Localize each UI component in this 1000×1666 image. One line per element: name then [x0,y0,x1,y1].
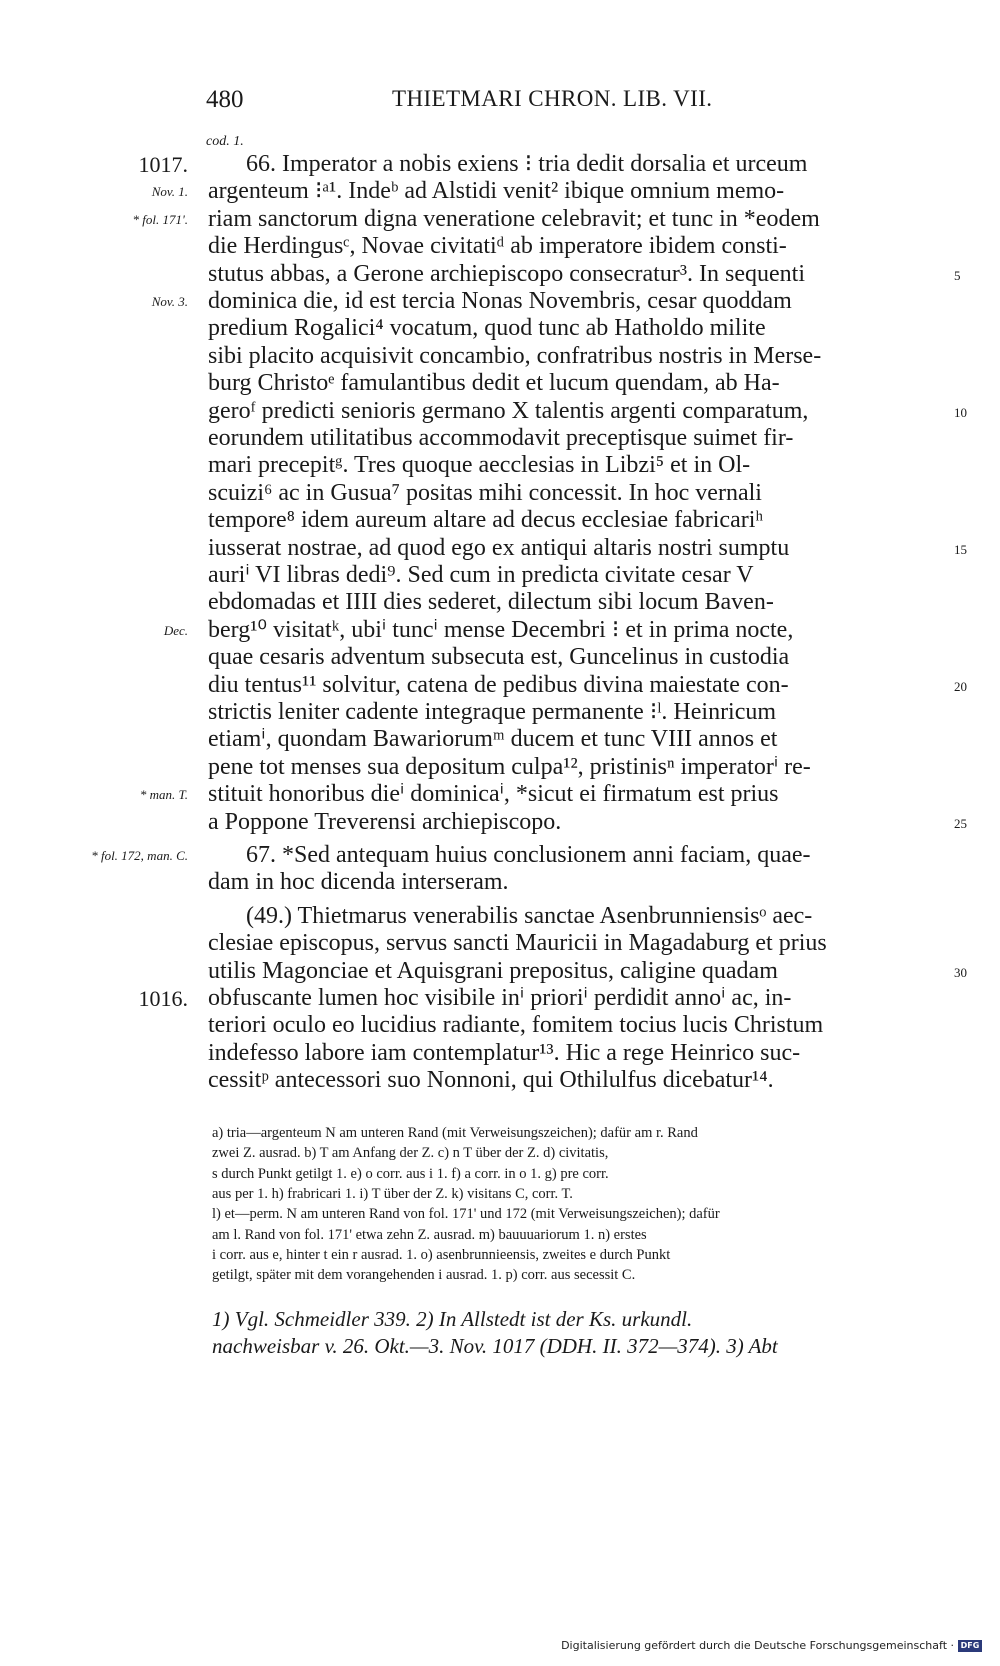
text-line: obfuscante lumen hoc visibile inⁱ prioriⁱ perdidit annoⁱ ac, in- [208,985,792,1011]
text-line: quae cesaris adventum subsecuta est, Guncelinus in custodia [208,644,790,671]
text-line: 66. Imperator a nobis exiens ⁝ tria dedit dorsalia et urceum [246,151,808,177]
text-line: ebdomadas et IIII dies sederet, dilectum sibi locum Baven- [208,589,774,616]
footnote-line: i corr. aus e, hinter t ein r ausrad. 1. o) asenbrunnieensis, zweites e durch Punkt [212,1246,671,1263]
text-line: 67. *Sed antequam huius conclusionem anni faciam, quae- [246,842,811,868]
text-line: strictis leniter cadente integraque permanente ⁝ˡ. Heinricum [208,699,777,725]
margin-note: Nov. 1. [151,184,188,200]
margin-note: Dec. [163,622,188,638]
text-line: sibi placito acquisivit concambio, confratribus nostris in Merse- [208,342,822,369]
text-line: dam in hoc dicenda interseram. [208,869,509,896]
codex-note: cod. 1. [206,134,244,149]
commentary-line: 1) Vgl. Schmeidler 339. 2) In Allstedt ist der Ks. urkundl. [212,1307,693,1331]
line-number: 5 [954,267,961,283]
text-line: eorundem utilitatibus accommodavit preceptisque suimet fir- [208,425,794,451]
line-number: 15 [954,541,967,557]
text-line: berg¹⁰ visitatᵏ, ubiⁱ tuncⁱ mense Decembri ⁝ et in prima nocte, [208,616,794,643]
line-number: 25 [954,815,967,831]
text-line: burg Christoᵉ famulantibus dedit et lucum quendam, ab Ha- [208,370,780,397]
text-line: dominica die, id est tercia Nonas Novembris, cesar quoddam [208,288,792,314]
line-number: 10 [954,404,967,420]
dfg-logo-icon: DFG [958,1640,982,1652]
text-line: auriⁱ VI libras dedi⁹. Sed cum in predicta civitate cesar V [208,562,754,588]
running-title: THIETMARI CHRON. LIB. VII. [392,86,713,111]
text-line: utilis Magonciae et Aquisgrani prepositus, caligine quadam [208,957,778,984]
text-line: tempore⁸ idem aureum altare ad decus ecclesiae fabricariʰ [208,507,764,534]
margin-note: 1017. [138,152,188,177]
text-line: stutus abbas, a Gerone archiepiscopo consecratur³. In sequenti [208,260,805,287]
footnote-line: am l. Rand von fol. 171' etwa zehn Z. ausrad. m) bauuuariorum 1. n) erstes [212,1226,647,1243]
line-number: 20 [954,678,967,694]
text-line: etiamⁱ, quondam Bawariorumᵐ ducem et tunc VIII annos et [208,726,778,753]
credit-text: Digitalisierung gefördert durch die Deutsche Forschungsgemeinschaft · [561,1639,954,1652]
commentary-line: nachweisbar v. 26. Okt.—3. Nov. 1017 (DDH. II. 372—374). 3) Abt [212,1334,778,1358]
text-line: clesiae episcopus, servus sancti Mauricii in Magadaburg et prius [208,930,827,957]
margin-note: * fol. 172, man. C. [91,848,188,863]
page-number: 480 [206,86,244,113]
digitization-credit [561,1639,982,1652]
margin-note: * fol. 171'. [132,211,188,227]
text-line: argenteum ⁝ᵃ¹. Indeᵇ ad Alstidi venit² ibique omnium memo- [208,178,785,205]
text-line: scuizi⁶ ac in Gusua⁷ positas mihi concessit. In hoc vernali [208,479,762,506]
text-line: teriori oculo eo lucidius radiante, fomitem tocius lucis Christum [208,1012,824,1039]
footnote-line: aus per 1. h) frabricari 1. i) T über der Z. k) visitans C, corr. T. [212,1185,573,1202]
text-line: (49.) Thietmarus venerabilis sanctae Asenbrunniensisᵒ aec- [246,902,813,929]
text-line: stituit honoribus dieⁱ dominicaⁱ, *sicut ei firmatum est prius [208,781,779,808]
text-line: die Herdingusᶜ, Novae civitatiᵈ ab imperatore ibidem consti- [208,233,787,260]
page-header [200,86,960,120]
text-line: geroᶠ predicti senioris germano X talentis argenti comparatum, [208,397,809,424]
text-line: cessitᵖ antecessori suo Nonnoni, qui Othilulfus dicebatur¹⁴. [208,1067,774,1094]
footnote-line: s durch Punkt getilgt 1. e) o corr. aus i 1. f) a corr. in o 1. g) pre corr. [212,1165,609,1182]
text-line: diu tentus¹¹ solvitur, catena de pedibus divina maiestate con- [208,671,789,698]
text-line: predium Rogalici⁴ vocatum, quod tunc ab Hatholdo milite [208,315,766,342]
text-line: pene tot menses sua depositum culpa¹², pristinisⁿ imperatorⁱ re- [208,753,811,780]
footnote-line: zwei Z. ausrad. b) T am Anfang der Z. c) n T über der Z. d) civitatis, [212,1145,609,1162]
footnote-line: getilgt, später mit dem vorangehenden i ausrad. 1. p) corr. aus secessit C. [212,1267,636,1284]
margin-note: * man. T. [139,787,188,803]
text-line: indefesso labore iam contemplatur¹³. Hic a rege Heinrico suc- [208,1039,801,1066]
text-line: iusserat nostrae, ad quod ego ex antiqui altaris nostri sumptu [208,534,790,561]
text-line: a Poppone Treverensi archiepiscopo. [208,808,562,835]
margin-note: Nov. 3. [151,294,188,309]
margin-note: 1016. [138,986,188,1011]
footnote-line: l) et—perm. N am unteren Rand von fol. 171' und 172 (mit Verweisungszeichen); dafür [212,1206,720,1223]
text-line: mari precepitᵍ. Tres quoque aecclesias in Libzi⁵ et in Ol- [208,452,751,479]
text-line: riam sanctorum digna veneratione celebravit; et tunc in *eodem [208,205,820,232]
line-number: 30 [954,964,967,980]
footnote-line: a) tria—argenteum N am unteren Rand (mit Verweisungszeichen); dafür am r. Rand [212,1125,698,1141]
